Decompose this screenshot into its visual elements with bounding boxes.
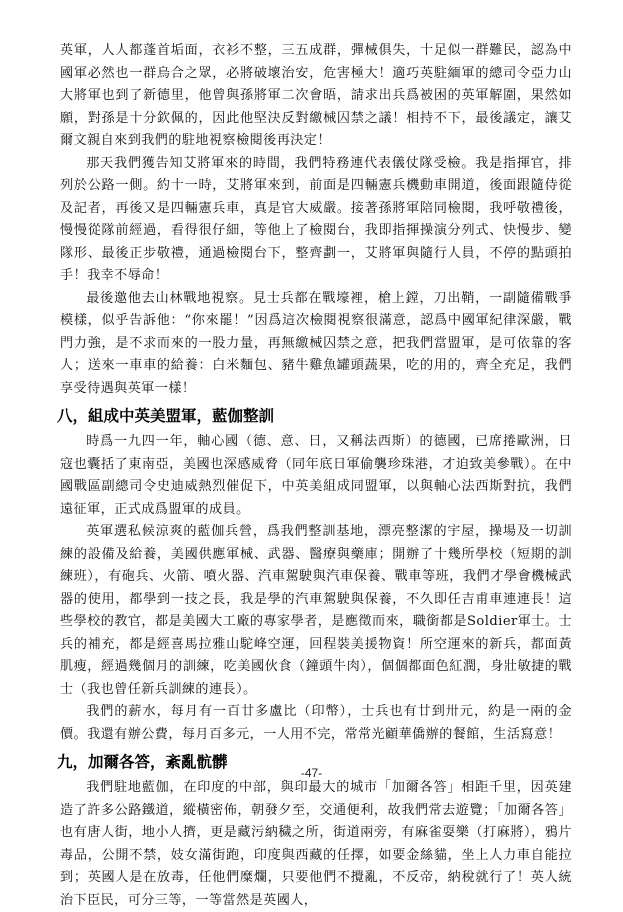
body-paragraph: 時爲一九四一年，軸心國（德、意、日，又稱法西斯）的德國，已席捲歐洲，日寇也囊括了東南亞，美國也深感威脅（同年底日軍偷襲珍珠港，才迫致美參戰）。在中國戰區副總司令史迪威熱烈催促下，中英美組成同盟軍，以與軸心法西斯對抗，我們遠征軍，正式成爲盟軍的成員。	[60, 434, 572, 517]
body-paragraph: 英軍選私候涼爽的藍伽兵營，爲我們整訓基地，漂亮整潔的宇屋，操場及一切訓練的設備及給養，美國供應軍械、武器、醫療與藥庫；開辦了十幾所學校（短期的訓練班），有砲兵、火箭、噴火器、汽車駕駛與汽車保養、戰車等班，我們才學會機械武器的使用，都學到一技之長，我是學的汽車駕駛與保養，不久即任吉甫車連連長！這些學校的教官，都是美國大工廠的專家學者，是應徵而來，職銜都是Soldier軍士。士兵的補充，都是經喜馬拉雅山駝峰空運，回程裝美援物資！所空運來的新兵，都面黃肌瘦，經過幾個月的訓練，吃美國伙食（鐘頭牛肉），個個都面色紅潤，身壯敏捷的戰士（我也曾任新兵訓練的連長）。	[60, 524, 572, 697]
body-paragraph: 英軍，人人都蓬首垢面，衣衫不整，三五成群，彈械俱失，十足似一群難民，認為中國軍必然也一群烏合之眾，必將破壞治安，危害極大！適巧英駐緬軍的總司令亞力山大將軍也到了新德里，他曾與孫將軍二次會晤，請求出兵爲被困的英軍解圍，果然如願，對孫是十分欽佩的，因此他堅決反對繳械囚禁之議！相持不下，最後議定，讓艾爾文親自來到我們的駐地視察檢閱後再決定！	[60, 43, 572, 148]
body-paragraph: 我們駐地藍伽，在印度的中部，與印最大的城市「加爾各答」相距千里，因英建造了許多公路鐵道，縱橫密佈，朝發夕至，交通便利，故我們常去遊覽；「加爾各答」也有唐人街，地小人擠，更是藏污納穢之所，街道兩旁，有麻雀耍樂（打麻將），鴉片毒品，公開不禁，妓女滿街跑，印度與西藏的任擇，如要金絲貓，坐上人力車自能拉到；英國人是在放毒，任他們糜爛，只要他們不攪亂，不反帝，納稅就行了！英人統治下臣民，可分三等，一等當然是英國人，	[60, 780, 572, 908]
page-number: -47-	[300, 766, 323, 780]
body-paragraph: 那天我們獲告知艾將軍來的時間，我們特務連代表儀仗隊受檢。我是指揮官，排列於公路一側。約十一時，艾將軍來到，前面是四輛憲兵機動車開道，後面跟隨侍從及記者，再後又是四輛憲兵車，真是官大威嚴。接著孫將軍陪同檢閱，我呼敬禮後，慢慢從隊前經過，看得很仔細，等他上了檢閱台，我即指揮操演分列式、快慢步、變隊形、最後正步敬禮，通過檢閱台下，整齊劃一，艾將軍與隨行人員，不停的點頭拍手！我幸不辱命！	[60, 155, 572, 283]
body-paragraph: 最後邀他去山林戰地視察。見士兵都在戰壕裡，槍上鏜，刀出鞘，一副隨備戰爭模樣，似乎告訴他：“你來罷！”因爲這次檢閱視察很滿意，認爲中國軍紀律深嚴，戰門力強，是不求而來的一股力量，再無繳械囚禁之意，把我們當盟軍，是可依靠的客人；送來一車車的給養：白米麵包、豬牛雞魚罐頭蔬果，吃的用的，齊全充足，我們享受待遇與英軍一樣！	[60, 290, 572, 396]
section-heading: 八，組成中英美盟軍，藍伽整訓	[57, 407, 275, 425]
section-heading: 九，加爾各答，紊亂骯髒	[57, 753, 228, 771]
body-paragraph: 我們的薪水，每月有一百廿多盧比（印幣），士兵也有廿到卅元，約是一兩的金價。我還有辦公費，每月百多元，一人用不完，常常光顧華僑辦的餐館，生活寫意！	[60, 704, 572, 742]
